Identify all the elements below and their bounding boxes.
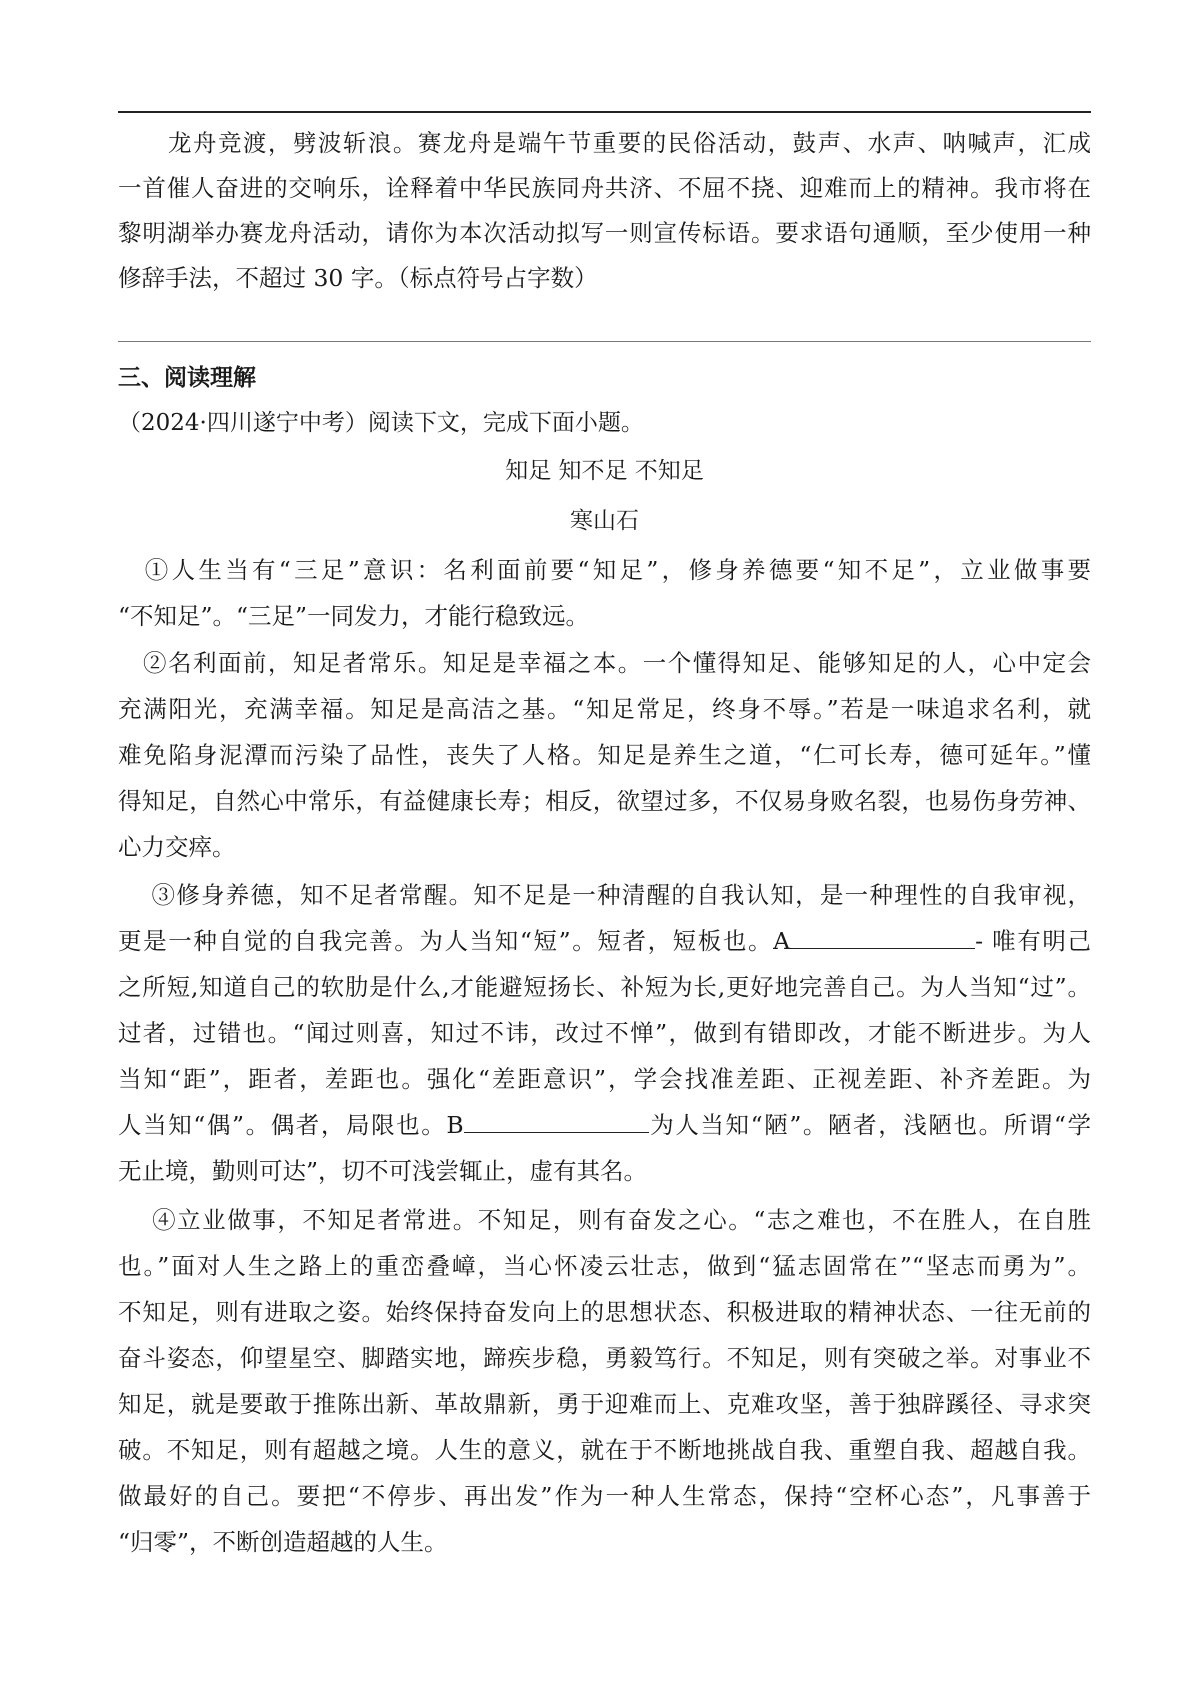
paragraph-line: [118, 918, 1091, 964]
line-text: 为人当知“陋”。陋者，浅陋也。所谓“学: [648, 1111, 1091, 1139]
paragraph-line: 心力交瘁。: [118, 833, 236, 861]
writing-prompt: [118, 121, 1091, 301]
paragraph-line: 破。不知足，则有超越之境。人生的意义，就在于不断地挑战自我、重塑自我、超越自我。: [118, 1436, 1091, 1464]
fill-blank-a[interactable]: [790, 926, 975, 949]
prompt-line: 黎明湖举办赛龙舟活动，请你为本次活动拟写一则宣传标语。要求语句通顺，至少使用一种: [118, 219, 1091, 247]
paragraph-line: 也。”面对人生之路上的重峦叠嶂，当心怀凌云壮志，做到“猛志固常在”“坚志而勇为”。: [118, 1252, 1091, 1280]
top-divider: [118, 111, 1091, 113]
paragraph-line: ③修身养德，知不足者常醒。知不足是一种清醒的自我认知，是一种理性的自我审视，: [118, 881, 1091, 909]
paragraph-4: [118, 1197, 1091, 1565]
line-text: - 唯有明己: [975, 927, 1091, 955]
paragraph-line: “归零”，不断创造超越的人生。: [118, 1528, 448, 1556]
article-author: 寒山石: [570, 508, 639, 534]
paragraph-line: 做最好的自己。要把“不停步、再出发”作为一种人生常态，保持“空杯心态”，凡事善于: [118, 1482, 1091, 1510]
paragraph-2: [118, 640, 1091, 870]
fill-blank-b[interactable]: [464, 1110, 649, 1133]
paragraph-3: [118, 872, 1091, 1194]
article-title: 知足 知不足 不知足: [505, 458, 704, 484]
paragraph-line: [118, 1102, 1091, 1148]
paragraph-line: 无止境，勤则可达”，切不可浅尝辄止，虚有其名。: [118, 1157, 648, 1185]
prompt-line: 修辞手法，不超过 30 字。（标点符号占字数）: [118, 264, 598, 292]
section-heading: 三、阅读理解: [118, 365, 256, 391]
paragraph-line: “不知足”。“三足”一同发力，才能行稳致远。: [118, 602, 590, 630]
paragraph-line: 当知“距”，距者，差距也。强化“差距意识”，学会找准差距、正视差距、补齐差距。为: [118, 1065, 1091, 1093]
line-text: 更是一种自觉的自我完善。为人当知“短”。短者，短板也。A: [118, 927, 791, 955]
paragraph-line: ②名利面前，知足者常乐。知足是幸福之本。一个懂得知足、能够知足的人，心中定会: [118, 649, 1091, 677]
paragraph-1: [118, 547, 1091, 639]
paragraph-line: ④立业做事，不知足者常进。不知足，则有奋发之心。“志之难也，不在胜人，在自胜: [118, 1206, 1091, 1234]
paragraph-line: 过者，过错也。“闻过则喜，知过不讳，改过不惮”，做到有错即改，才能不断进步。为人: [118, 1019, 1091, 1047]
paragraph-line: 知足，就是要敢于推陈出新、革故鼎新，勇于迎难而上、克难攻坚，善于独辟蹊径、寻求突: [118, 1390, 1091, 1418]
paragraph-line: 不知足，则有进取之姿。始终保持奋发向上的思想状态、积极进取的精神状态、一往无前的: [118, 1298, 1091, 1326]
answer-line: [118, 341, 1091, 342]
prompt-line: 龙舟竞渡，劈波斩浪。赛龙舟是端午节重要的民俗活动，鼓声、水声、呐喊声，汇成: [118, 129, 1091, 157]
paragraph-line: ①人生当有“三足”意识：名利面前要“知足”，修身养德要“知不足”，立业做事要: [118, 556, 1091, 584]
paragraph-line: 之所短,知道自己的软肋是什么,才能避短扬长、补短为长,更好地完善自己。为人当知“过”。: [118, 973, 1091, 1001]
paragraph-line: 得知足，自然心中常乐，有益健康长寿；相反，欲望过多，不仅易身败名裂，也易伤身劳神、: [118, 787, 1091, 815]
question-source: （2024·四川遂宁中考）阅读下文，完成下面小题。: [118, 410, 644, 436]
paragraph-line: 奋斗姿态，仰望星空、脚踏实地，蹄疾步稳，勇毅笃行。不知足，则有突破之举。对事业不: [118, 1344, 1091, 1372]
paragraph-line: 难免陷身泥潭而污染了品性，丧失了人格。知足是养生之道，“仁可长寿，德可延年。”懂: [118, 741, 1091, 769]
prompt-line: 一首催人奋进的交响乐，诠释着中华民族同舟共济、不屈不挠、迎难而上的精神。我市将在: [118, 174, 1091, 202]
paragraph-line: 充满阳光，充满幸福。知足是高洁之基。“知足常足，终身不辱。”若是一味追求名利，就: [118, 695, 1091, 723]
line-text: 人当知“偶”。偶者，局限也。B: [118, 1111, 464, 1139]
